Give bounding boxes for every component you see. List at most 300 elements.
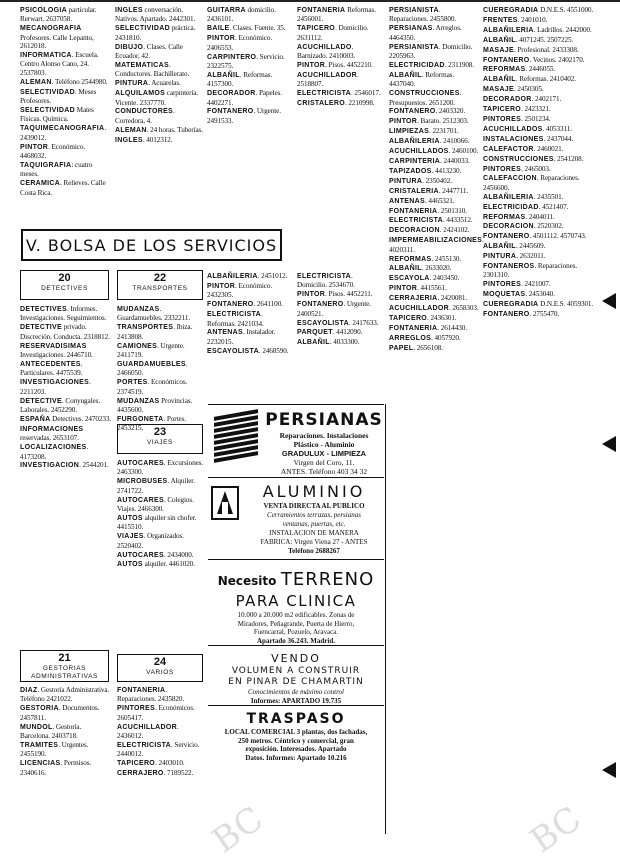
entry-keyword: GUARDAMUEBLES	[117, 360, 186, 368]
entry-keyword: CERRAJERIA	[389, 295, 438, 303]
entry-keyword: PINTOR	[207, 282, 236, 290]
classified-entry: ESPAÑA Detectives. 2470233.	[20, 414, 112, 423]
registration-arrow	[602, 293, 616, 309]
classified-entry: PINTOR. Económico. 2432305.	[207, 281, 273, 300]
top-rule	[0, 0, 620, 2]
classified-entry: PINTORES. Económicos. 2605417.	[117, 704, 195, 722]
classified-entry: BAILE. Clases. Fuente. 35.	[207, 24, 286, 33]
classified-entry: FONTANERO. Urgente. 2491533.	[207, 107, 281, 125]
entry-keyword: GUITARRA	[207, 7, 246, 14]
entry-keyword: ELECTRICIDAD	[483, 203, 539, 211]
entry-keyword: PERSIANISTA	[389, 43, 439, 51]
entry-keyword: ANTECEDENTES	[20, 360, 81, 368]
entry-keyword: ALBAÑIL	[483, 36, 516, 44]
column-rule	[385, 404, 386, 834]
classified-entry: FONTANERO. 2755470.	[483, 310, 560, 319]
persianas-title: PERSIANAS	[265, 410, 383, 430]
entry-keyword: REFORMAS	[483, 213, 526, 221]
entry-keyword: LICENCIAS	[20, 760, 61, 768]
persianas-line: GRADULUX - LIMPIEZA	[281, 449, 367, 458]
classified-entry: PINTURA. Acuarelas.	[115, 79, 181, 88]
entry-keyword: CUEREGRADIA	[483, 301, 539, 309]
registration-arrow	[602, 436, 616, 452]
entry-keyword: ALBAÑIL	[207, 71, 240, 79]
classified-entry: ALBAÑIL. Reformas. 4437040.	[389, 70, 455, 89]
entry-keyword: FRENTES	[483, 16, 518, 24]
classified-entry: CRISTALERO. 2210998.	[297, 99, 375, 108]
classified-entry: TAPICERO. 2403010.	[117, 759, 185, 768]
column-2-transportes	[117, 305, 205, 433]
entry-keyword: FONTANERO	[207, 301, 254, 309]
classified-entry: INVESTIGACION. 2544201.	[20, 461, 109, 470]
entry-keyword: ALQUILAMOS	[115, 90, 166, 98]
entry-keyword: GESTORIA	[20, 705, 59, 713]
classified-entry: MUDANZAS Provincias. 4435600.	[117, 396, 193, 414]
traspaso-body: 250 metros. Céntrico y comercial, gran	[238, 736, 354, 745]
classified-entry: FONTANERIA. 2614430.	[389, 323, 467, 332]
entry-keyword: ALEMAN	[20, 78, 52, 86]
classified-entry: CUEREGRADIA D.N.E.S. 4551000.	[483, 6, 594, 14]
entry-keyword: TAPICERO	[117, 760, 156, 768]
entry-keyword: INVESTIGACIONES	[20, 379, 90, 387]
entry-keyword: ALBAÑIL	[483, 243, 516, 251]
entry-keyword: DETECTIVE	[20, 397, 62, 405]
classified-entry: CONDUCTORES. Corredora, 4.	[115, 107, 175, 125]
entry-keyword: FONTANERO	[483, 56, 530, 64]
aluminio-logo	[211, 486, 239, 520]
entry-keyword: TAPICERO	[483, 106, 522, 114]
entry-keyword: FONTANERO	[207, 108, 254, 116]
entry-keyword: AUTOCARES	[117, 551, 164, 559]
aluminio-line: ventanas, puertas, etc.	[282, 520, 346, 528]
entry-keyword: PORTES	[117, 379, 148, 387]
entry-keyword: INGLES	[115, 136, 143, 144]
classified-entry: TAQUIMECANOGRAFIA. 2439012.	[20, 124, 107, 142]
persianas-line: Reparaciones. Instalaciones	[279, 431, 369, 440]
terreno-body: Fuencarral, Pozuelo, Aravaca.	[253, 628, 339, 636]
entry-keyword: CERAMICA	[20, 180, 61, 188]
entry-keyword: CALEFACTOR	[483, 145, 534, 153]
classified-entry: PINTOR. Pisos. 4452210.	[297, 60, 373, 69]
entry-keyword: DECORACION	[483, 223, 534, 231]
entry-keyword: CONDUCTORES	[115, 108, 174, 116]
banner-title: V. BOLSA DE LOS SERVICIOS	[25, 235, 278, 255]
classified-entry: CERRAJERO. 7189522.	[117, 769, 194, 778]
classified-entry: PINTOR. Económico. 2406553.	[207, 34, 273, 52]
classified-entry: ARREGLOS. 4057920.	[389, 333, 461, 342]
vendo-line: Informes: APARTADO 19.735	[250, 696, 342, 705]
classified-entry: PINTOR. Barato. 2512303.	[389, 117, 469, 126]
entry-keyword: ACUCHILLADOR	[389, 305, 449, 313]
entry-keyword: FONTANERO	[483, 311, 530, 319]
entry-keyword: ALBAÑILERIA	[483, 193, 534, 201]
entry-keyword: PAPEL	[389, 344, 414, 352]
classified-entry: INSTALACIONES. 2437044.	[483, 134, 574, 143]
classified-entry: PINTORES. 2501234.	[483, 114, 551, 123]
persianas-line: Virgen del Coro, 11.	[293, 458, 355, 467]
entry-keyword: CERRAJERO	[117, 770, 164, 778]
classified-entry: DETECTIVE privado. Discreción. Conducta. 2318812.	[20, 323, 110, 341]
entry-keyword: PINTORES	[483, 281, 522, 289]
classified-entry: GUARDAMUEBLES. 2466050.	[117, 359, 188, 378]
classified-entry: ALBAÑIL. 2633020.	[389, 264, 452, 273]
section-21-box	[20, 650, 109, 682]
entry-keyword: ALBAÑILERIA	[389, 138, 440, 146]
entry-keyword: DIBUJO	[115, 43, 144, 51]
classified-entry: PINTORES. 2465003.	[483, 164, 551, 173]
entry-keyword: FONTANEROS	[483, 263, 535, 271]
entry-keyword: LIMPIEZAS	[389, 128, 430, 136]
entry-keyword: CARPINTERIA	[389, 158, 441, 165]
classified-entry: MASAJE. 2450305.	[483, 85, 544, 94]
classified-entry: DETECTIVE. Conyugales. Laborales. 2452290.	[20, 396, 101, 414]
classified-entry: ALBAÑILERIA. 2410066.	[389, 137, 470, 146]
entry-keyword: TAQUIMECANOGRAFIA	[20, 125, 105, 133]
classified-entry: CERRAJERIA. 2420081.	[389, 294, 468, 303]
terreno-ad	[208, 566, 384, 646]
entry-keyword: AUTOCARES	[117, 496, 164, 504]
entry-keyword: MICROBUSES	[117, 478, 168, 486]
entry-keyword: LOCALIZACIONES	[20, 444, 87, 452]
entry-keyword: ELECTRICISTA	[297, 273, 352, 280]
classified-entry: INVESTIGACIONES. 2211203.	[20, 378, 91, 396]
entry-keyword: AUTOS	[117, 561, 143, 569]
column-6	[483, 6, 603, 836]
blind-icon	[214, 413, 258, 467]
entry-keyword: ANTENAS	[389, 197, 425, 205]
classified-entry: TAPICERO. 2423321.	[483, 105, 551, 114]
entry-keyword: ARREGLOS	[389, 334, 432, 342]
classified-entry: ALBAÑIL. 4033300.	[297, 338, 360, 347]
section-number: 20	[58, 272, 71, 284]
section-label: VARIOS	[146, 669, 174, 676]
aluminio-line: FABRICA: Virgen Viena 27 - ANTES	[260, 538, 368, 546]
entry-keyword: PINTOR	[297, 291, 326, 299]
entry-keyword: PINTOR	[297, 61, 326, 69]
classified-entry: CUEREGRADIA D.N.E.S. 4059301.	[483, 300, 594, 309]
entry-keyword: CALEFACCION	[483, 175, 537, 183]
entry-keyword: AUTOCARES	[117, 460, 164, 467]
entry-keyword: FONTANERIA	[297, 7, 346, 14]
aluminio-line: Cerramientos terrazas, persianas	[267, 511, 361, 519]
classified-entry: ANTECEDENTES. Particulares. 4475539.	[20, 359, 83, 378]
classified-entry: SELECTIVIDAD práctica. 2431810.	[115, 24, 196, 42]
classified-entry: PERSIANAS. Arreglos. 4464350.	[389, 24, 462, 42]
entry-keyword: MASAJE	[483, 46, 514, 54]
entry-keyword: ALBAÑIL	[389, 265, 422, 273]
entry-keyword: PINTOR	[389, 118, 418, 126]
classified-entry: ACUCHILLADOR. 2518807.	[297, 70, 359, 89]
classified-entry: FONTANERO. 4501112. 4570743.	[483, 232, 587, 241]
classified-entry: TRANSPORTES. Ibiza. 2413808.	[117, 323, 193, 341]
classified-entry: ALQUILAMOS carpintería. Vicente. 2337770.	[115, 89, 199, 107]
classified-entry: ALEMAN. 24 horas. Tuberías.	[115, 125, 203, 134]
entry-keyword: PINTURA	[115, 80, 149, 88]
entry-keyword: AUTOS	[117, 514, 143, 522]
classified-entry: PINTURA. 2632011.	[483, 252, 546, 261]
entry-keyword: FURGONETA	[117, 415, 164, 423]
persianas-line: ANTES. Teléfono 403 34 32	[280, 467, 368, 476]
traspaso-body: LOCAL COMERCIAL 3 plantas, dos fachadas,	[224, 728, 368, 736]
entry-keyword: ESCAYOLISTA	[207, 347, 259, 355]
entry-keyword: PINTURA	[389, 177, 423, 185]
classified-entry: VIAJES. Organizados. 2520402.	[117, 532, 184, 550]
classified-entry: TRAMITES. Urgentes. 2455190.	[20, 740, 89, 759]
entry-keyword: VIAJES	[117, 533, 144, 541]
entry-keyword: TRANSPORTES	[117, 324, 174, 332]
entry-keyword: ACUCHILLADOR	[297, 71, 357, 79]
entry-keyword: MOQUETAS	[483, 291, 526, 299]
classified-entry: SELECTIVIDAD. Meses Profesores.	[20, 87, 97, 106]
terreno-body: Miradores, Peñagrande, Puerta de Hierro,	[237, 619, 355, 628]
entry-keyword: PINTOR	[389, 285, 418, 293]
section-label: TRANSPORTES	[132, 285, 188, 292]
classified-entry: ACUCHILLADOR. 2658303.	[389, 304, 479, 313]
entry-keyword: ALBAÑIL	[297, 339, 330, 347]
entry-keyword: ESCAYOLA	[389, 275, 430, 283]
entry-keyword: INFORMATICA	[20, 52, 72, 60]
classified-entry: PERSIANISTA. Domicilio. 2205963.	[389, 42, 473, 61]
section-22-box	[117, 270, 203, 300]
classified-entry: INGLES conversación. Nativos. Apartado. 2442301.	[115, 6, 196, 24]
entry-keyword: CRISTALERIA	[389, 187, 439, 195]
entry-keyword: MUDANZAS	[117, 397, 160, 405]
classified-entry: LIMPIEZAS. 2231701.	[389, 127, 459, 136]
classified-entry: FONTANERIA. 2501310.	[389, 206, 467, 215]
section-number: 24	[153, 656, 167, 668]
entry-keyword: PINTOR	[207, 35, 236, 43]
column-4-mid	[297, 272, 383, 400]
entry-keyword: FONTANERO	[389, 108, 436, 116]
column-1-gestorias	[20, 686, 112, 836]
vendo-line: VOLUMEN A CONSTRUIR	[231, 666, 361, 676]
entry-keyword: SELECTIVIDAD	[20, 88, 75, 96]
classified-entry: FONTANERO. Vecinos. 2402170.	[483, 55, 585, 64]
section-label: GESTORIAS ADMINISTRATIVAS	[31, 665, 98, 680]
classified-entry: MATEMATICAS. Conductores. Bachillerato.	[115, 60, 190, 79]
terreno-title-lead: Necesito	[217, 574, 277, 588]
entry-keyword: PSICOLOGIA	[20, 7, 67, 14]
entry-keyword: FONTANERIA	[389, 207, 438, 215]
entry-keyword: IMPERMEABILIZACIONES	[389, 237, 483, 245]
classified-entry: ELECTRICISTA. Servicio. 2440012.	[117, 740, 200, 759]
vendo-line: Conocimientos de máximo control	[248, 688, 344, 696]
classified-entry: MASAJE. Profesional. 2433308.	[483, 45, 579, 54]
entry-keyword: CONSTRUCCIONES	[483, 155, 554, 163]
classified-entry: PSICOLOGIA particular. Rerwart. 2637058.	[20, 6, 97, 24]
entry-keyword: ESCAYOLISTA	[297, 319, 349, 327]
entry-keyword: DECORADOR	[483, 96, 532, 104]
classified-entry: CONSTRUCCIONES. 2541208.	[483, 154, 584, 163]
entry-keyword: INFORMACIONES	[20, 425, 84, 433]
classified-entry: GUITARRA domicilio. 2436101.	[207, 6, 276, 24]
section-number: 22	[153, 272, 167, 284]
entry-keyword: CRISTALERO	[297, 100, 345, 108]
classified-entry: TAPICERO. 2436301.	[389, 314, 457, 322]
classified-entry: ALBAÑIL. 2445609.	[483, 242, 546, 251]
section-number: 23	[153, 426, 167, 438]
entry-keyword: TRAMITES	[20, 741, 59, 749]
aluminio-ad	[208, 480, 384, 560]
entry-keyword: DECORACION	[389, 227, 440, 235]
entry-keyword: SELECTIVIDAD	[115, 25, 170, 33]
classified-entry: IMPERMEABILIZACIONES. 4020311.	[389, 236, 484, 254]
persianas-ad	[208, 404, 384, 478]
classified-entry: CALEFACCION. Reparaciones. 2456600.	[483, 174, 580, 192]
classified-entry: PERSIANISTA. Reparaciones. 2455800.	[389, 6, 457, 24]
section-24-box	[117, 654, 203, 682]
section-label: VIAJES	[147, 439, 173, 446]
classified-entry: DECORADOR. Papeles. 4402271.	[207, 89, 282, 107]
entry-keyword: ELECTRICIDAD	[389, 61, 445, 69]
entry-keyword: CONSTRUCCIONES	[389, 90, 460, 98]
entry-keyword: FONTANERIA	[389, 324, 438, 332]
entry-keyword: MATEMATICAS	[115, 61, 169, 69]
classified-entry: ESCAYOLA. 2403450.	[389, 274, 460, 283]
entry-keyword: ACUCHILLADO	[297, 43, 352, 51]
classified-entry: PINTOR. Económico. 4468032.	[20, 142, 86, 160]
classified-entry: ELECTRICISTA. 4433512.	[389, 216, 473, 225]
classified-entry: REFORMAS. 2455130.	[389, 254, 462, 263]
entry-keyword: REFORMAS	[483, 66, 526, 74]
column-1-top	[20, 6, 112, 221]
traspaso-body: Datos. Informes: Apartado 10.216	[245, 753, 347, 762]
classified-entry: DETECTIVES. Informes. Investigaciones. Seguimientos.	[20, 305, 107, 323]
traspaso-title: TRASPASO	[246, 711, 346, 727]
classified-entry: ELECTRICISTA. Reformas. 2421034.	[207, 310, 264, 328]
entry-keyword: TAPIZADOS	[389, 167, 432, 175]
classified-entry: DECORADOR. 2402171.	[483, 95, 562, 104]
classified-entry: ANTENAS. Instalador. 2232015.	[207, 328, 276, 346]
classified-entry: MECANOGRAFIA Profesores. Calle Lepanto, 2612018.	[20, 25, 94, 51]
classified-entry: CONSTRUCCIONES. Presupuestos. 2651200.	[389, 89, 462, 107]
classified-entry: ELECTRICISTA. 2546017.	[297, 89, 381, 98]
classified-entry: MUNDOL. Gestoría. Barcelona. 2403718.	[20, 722, 82, 741]
classified-entry: ANTENAS. 4465321.	[389, 196, 455, 205]
aluminio-logo-mark	[213, 488, 237, 518]
classified-entry: ALBAÑILERIA. 2435501.	[483, 192, 564, 201]
classified-entry: AUTOCARES. 2434000.	[117, 550, 194, 559]
classified-entry: PARQUET. 4412090.	[297, 328, 363, 337]
classified-entry: DECORACION. 2520302.	[483, 222, 564, 231]
entry-keyword: CAMIONES	[117, 342, 158, 350]
entry-keyword: ANTENAS	[207, 329, 243, 337]
column-5	[389, 6, 484, 836]
classified-entry: FRENTES. 2401010.	[483, 15, 548, 24]
entry-keyword: PINTURA	[483, 253, 517, 261]
classified-entry: ACUCHILLADOR. 2436012.	[117, 722, 179, 741]
classified-entry: PINTORES. 2421007.	[483, 280, 551, 289]
classified-entry: ALBAÑILERIA. 2451012.	[207, 272, 288, 280]
classified-entry: TAPIZADOS. 4413230.	[389, 166, 462, 175]
entry-keyword: PERSIANISTA	[389, 7, 439, 14]
classified-entry: REFORMAS. 2404011.	[483, 212, 555, 221]
section-23-box	[117, 424, 203, 454]
classified-entry: PORTES. Económicos. 2374519.	[117, 378, 188, 396]
classified-entry: ALBAÑILERIA. Ladrillos. 2442000.	[483, 25, 592, 34]
classified-entry: ALEMAN. Teléfono 2544980.	[20, 77, 108, 86]
classified-entry: TAQUIGRAFIA: cuatro meses.	[20, 160, 93, 179]
aluminio-line: INSTALACION DE MANERA	[269, 529, 359, 537]
classified-entry: ELECTRICIDAD. 2311908.	[389, 60, 474, 69]
entry-keyword: INVESTIGACION	[20, 462, 80, 470]
entry-keyword: ALEMAN	[115, 126, 147, 134]
entry-keyword: SELECTIVIDAD	[20, 106, 75, 114]
classified-entry: FURGONETA. Portes. 2453215.	[117, 414, 186, 433]
entry-keyword: REFORMAS	[389, 255, 432, 263]
section-banner	[21, 229, 282, 261]
classified-entry: DIBUJO. Clases. Calle Ecuador, 42.	[115, 42, 183, 61]
aluminio-title: ALUMINIO	[262, 482, 366, 501]
column-2-top	[115, 6, 203, 221]
classified-entry: SELECTIVIDAD Mates Físicas. Química.	[20, 105, 94, 124]
entry-keyword: BAILE	[207, 25, 230, 33]
entry-keyword: MUDANZAS	[117, 306, 160, 313]
entry-keyword: RESERVADISIMAS	[20, 342, 87, 350]
watermark: BC	[205, 798, 271, 861]
classified-entry: PINTURA. 2350402.	[389, 176, 452, 185]
vendo-title: VENDO	[271, 652, 321, 665]
entry-keyword: ALBAÑIL	[389, 71, 422, 79]
entry-keyword: FONTANERIA	[117, 687, 166, 694]
column-3-mid	[207, 272, 293, 400]
classified-entry: FONTANERO. 2403320.	[389, 107, 466, 116]
classified-entry: ACUCHILLADOS. 4053311.	[483, 124, 572, 133]
classified-entry: FONTANERIA Reformas. 2456001.	[297, 6, 376, 24]
traspaso-body: exposición. Interesados. Apartado	[245, 745, 347, 753]
entry-keyword: MUNDOL	[20, 723, 53, 731]
classified-entry: ELECTRICISTA. Domicilio. 2534670.	[297, 272, 355, 290]
entry-keyword: PINTORES	[483, 165, 522, 173]
classified-entry: ACUCHILLADO. Barnizado. 2410003.	[297, 42, 356, 61]
classified-entry: PINTOR. 4415561.	[389, 284, 447, 293]
classified-entry: CERAMICA. Relieves. Calle Costa Rica.	[20, 179, 106, 197]
classified-entry: ESCAYOLISTA. 2417633.	[297, 318, 379, 327]
entry-keyword: ELECTRICISTA	[389, 217, 444, 225]
classified-entry: MOQUETAS. 2453040.	[483, 290, 555, 299]
entry-keyword: ESPAÑA	[20, 415, 51, 423]
classified-entry: FONTANERO. 2641100.	[207, 300, 283, 309]
classified-entry: ALBAÑIL. Reformas. 2410402.	[483, 75, 576, 84]
entry-keyword: ACUCHILLADOR	[117, 723, 177, 731]
vendo-ad	[208, 650, 384, 706]
entry-keyword: PARQUET	[297, 329, 333, 337]
classified-entry: MICROBUSES. Alquiler. 2741722.	[117, 477, 195, 495]
classified-entry: LICENCIAS. Permisos. 2340616.	[20, 759, 92, 777]
entry-keyword: CARPINTERO	[207, 53, 257, 61]
entry-keyword: PERSIANAS	[389, 25, 433, 33]
entry-keyword: DETECTIVE	[20, 324, 62, 332]
classified-entry: TAPICERO. Domicilio. 2631112.	[297, 24, 369, 42]
entry-keyword: MECANOGRAFIA	[20, 25, 82, 33]
column-1-detectives	[20, 305, 112, 643]
classified-entry: GESTORIA. Documentos. 2457811.	[20, 704, 100, 722]
entry-keyword: ALBAÑIL	[483, 76, 516, 84]
section-number: 21	[58, 652, 71, 664]
classified-entry: AUTOS alquiler. 4461020.	[117, 560, 195, 569]
traspaso-ad	[208, 710, 384, 766]
aluminio-line: VENTA DIRECTA AL PUBLICO	[263, 502, 365, 510]
column-2-varios	[117, 686, 205, 836]
classified-entry: FONTANERIA. Reparaciones. 2435820.	[117, 686, 185, 704]
entry-keyword: ELECTRICISTA	[297, 90, 352, 98]
column-3-top	[207, 6, 293, 266]
entry-keyword: PINTORES	[117, 705, 156, 713]
entry-keyword: ALBAÑILERIA	[207, 273, 258, 280]
watermark: BC	[523, 798, 589, 861]
entry-keyword: DECORADOR	[207, 90, 256, 98]
classified-entry: RESERVADISIMAS Investigaciones. 2446710.	[20, 342, 93, 360]
